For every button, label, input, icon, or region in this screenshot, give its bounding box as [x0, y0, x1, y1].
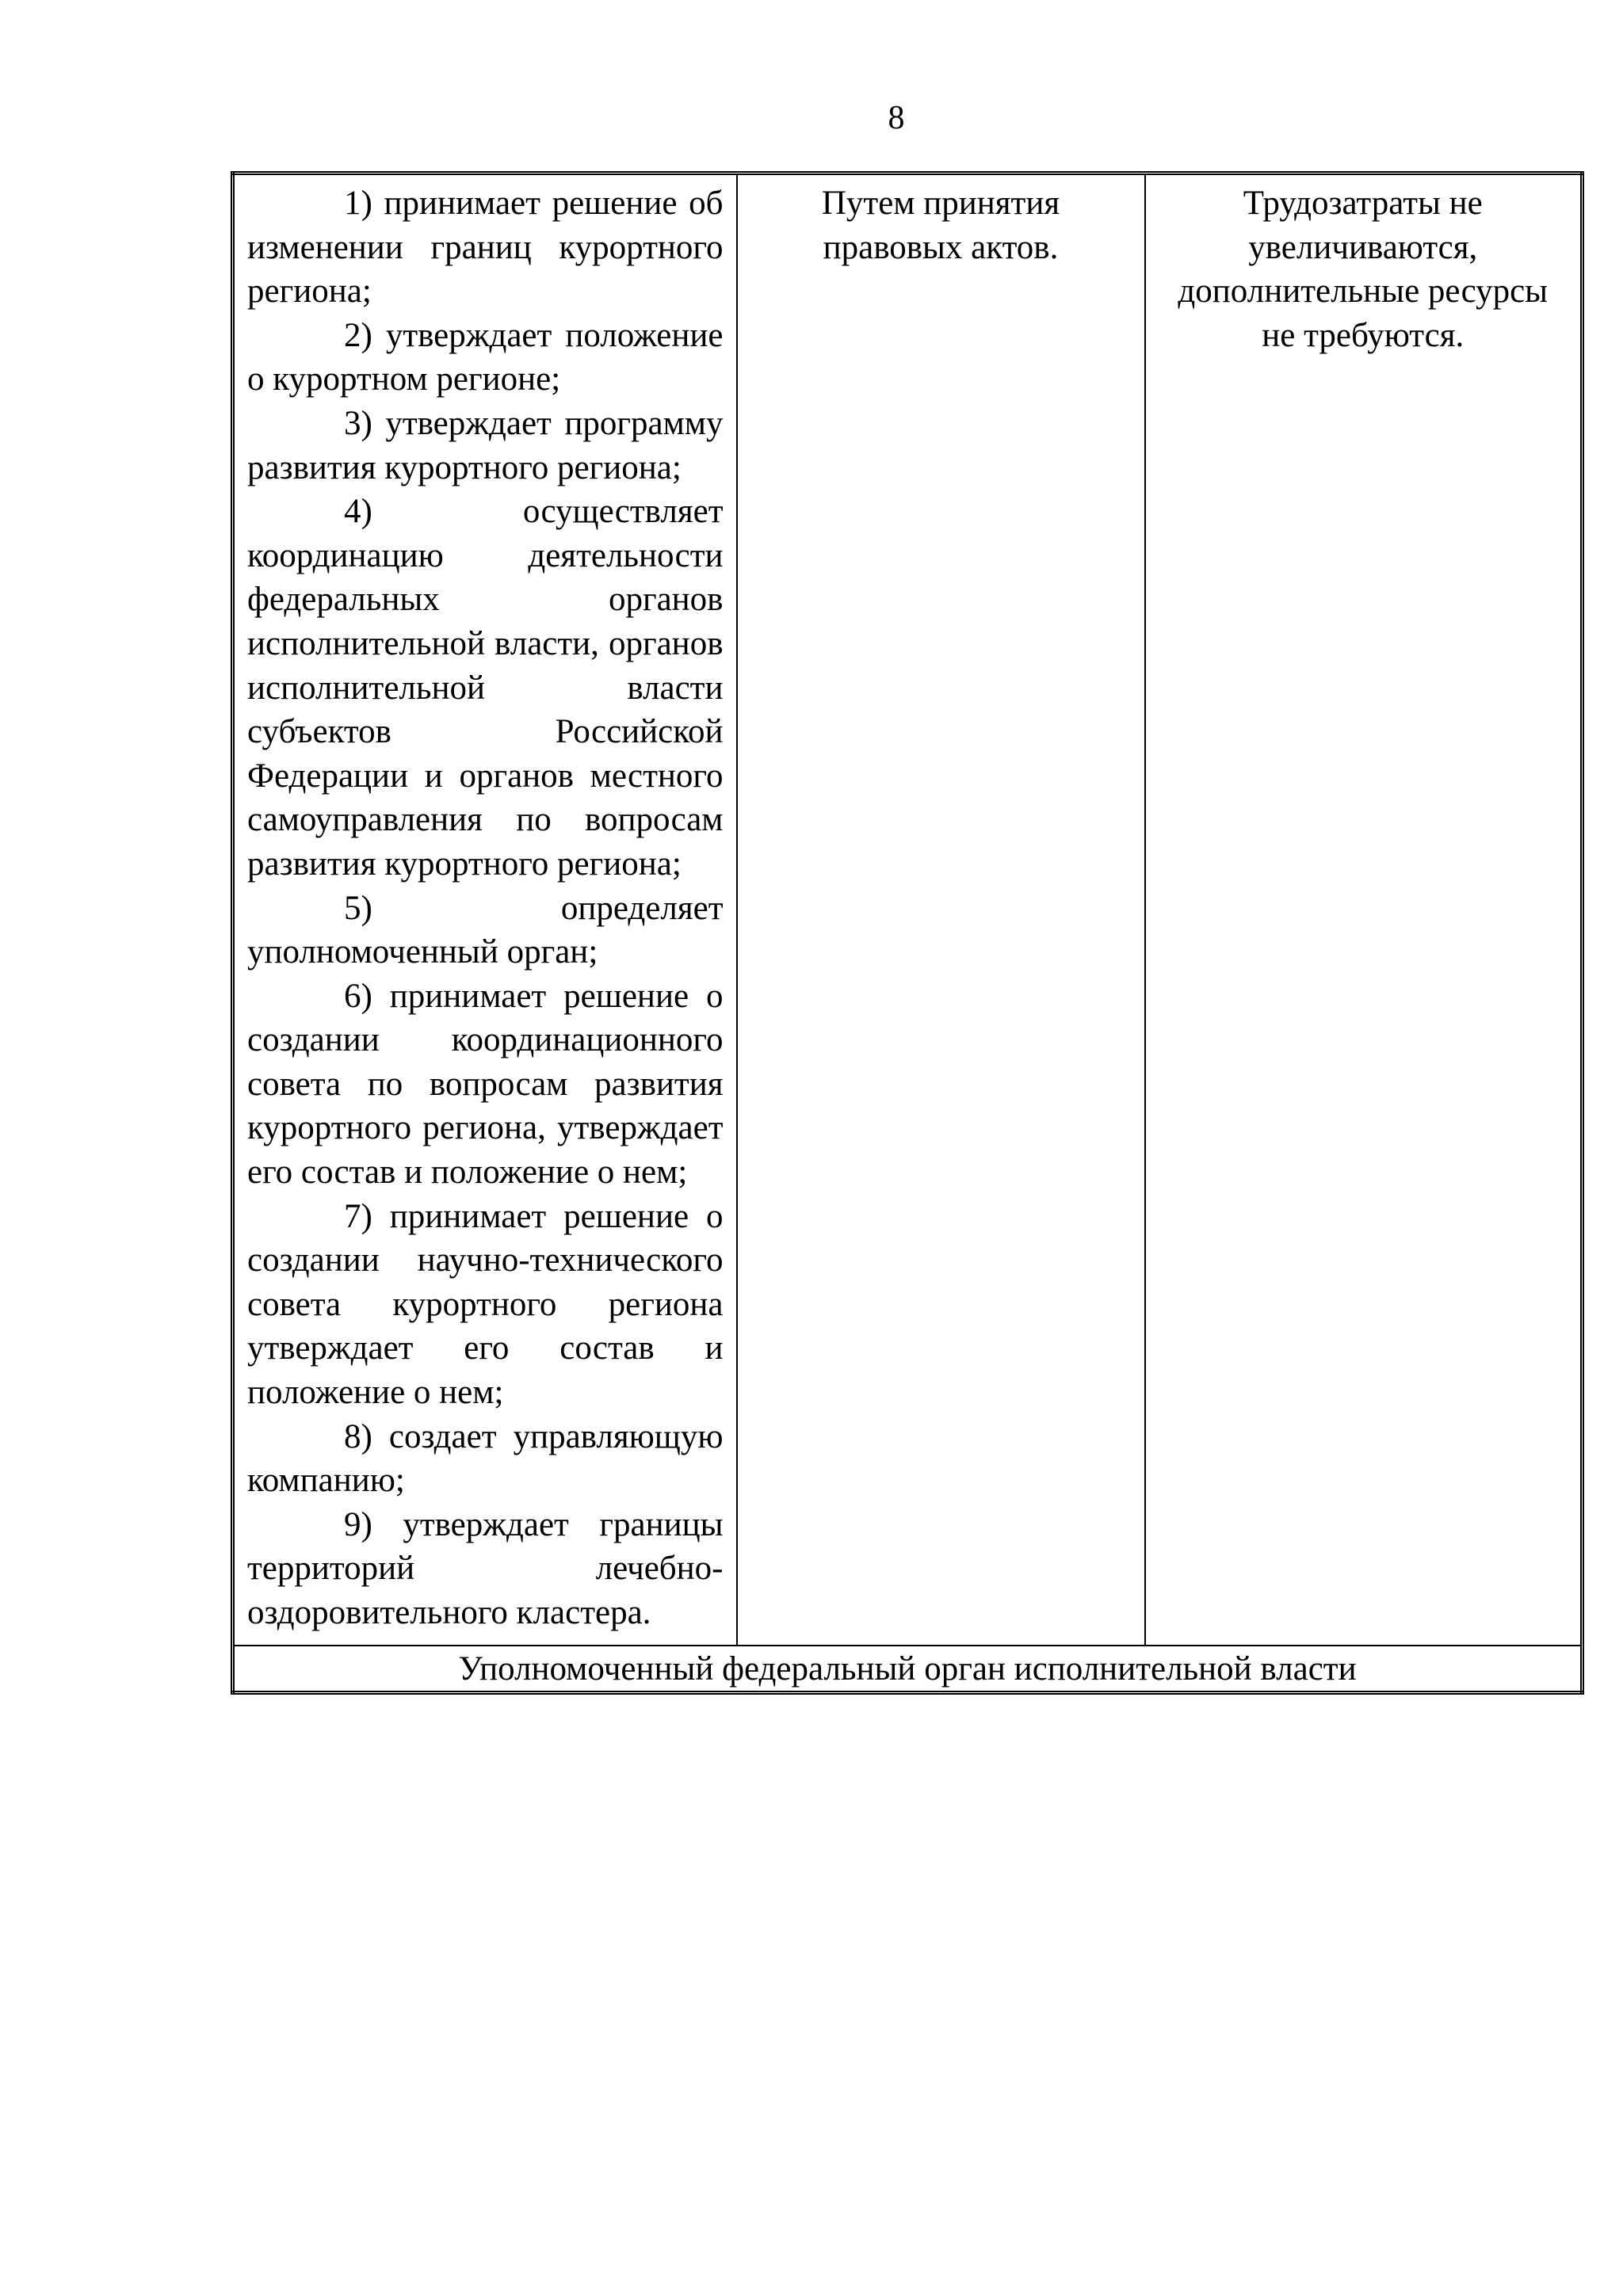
powers-item-1: 1) принимает решение об изменении границ курортного региона; [247, 185, 724, 311]
powers-item-7: 7) принимает решение о создании научно-технического совета курортного региона утверждает его состав и положение о нем; [247, 1197, 724, 1412]
page-number: 8 [888, 100, 905, 136]
section-heading: Уполномоченный федеральный орган исполнительной власти [233, 1646, 1583, 1693]
method-text: Путем принятия правовых актов. [821, 185, 1060, 266]
labor-cost-text: Трудозатраты не увеличиваются, дополнительные ресурсы не требуются. [1178, 185, 1549, 354]
table-row [233, 174, 1583, 1646]
powers-item-3: 3) утверждает программу развития курортного региона; [247, 404, 724, 486]
powers-item-4: 4) осуществляет координацию деятельности федеральных органов исполнительной власти, органов исполнительной власти субъектов Российской Федерации и органов местного самоуправления по вопросам развития курортного региона; [247, 493, 724, 883]
labor-cost-cell [1145, 174, 1583, 1646]
regulation-table [231, 171, 1584, 1695]
powers-cell [233, 174, 737, 1646]
powers-item-5: 5) определяет уполномоченный орган; [247, 889, 724, 971]
powers-item-9: 9) утверждает границы территорий лечебно-оздоровительного кластера. [247, 1505, 724, 1631]
powers-item-8: 8) создает управляющую компанию; [247, 1417, 724, 1500]
method-cell [737, 174, 1145, 1646]
section-heading-row [233, 1646, 1583, 1693]
powers-item-2: 2) утверждает положение о курортном регионе; [247, 316, 724, 399]
powers-item-6: 6) принимает решение о создании координационного совета по вопросам развития курортного региона, утверждает его состав и положение о нем; [247, 977, 724, 1192]
